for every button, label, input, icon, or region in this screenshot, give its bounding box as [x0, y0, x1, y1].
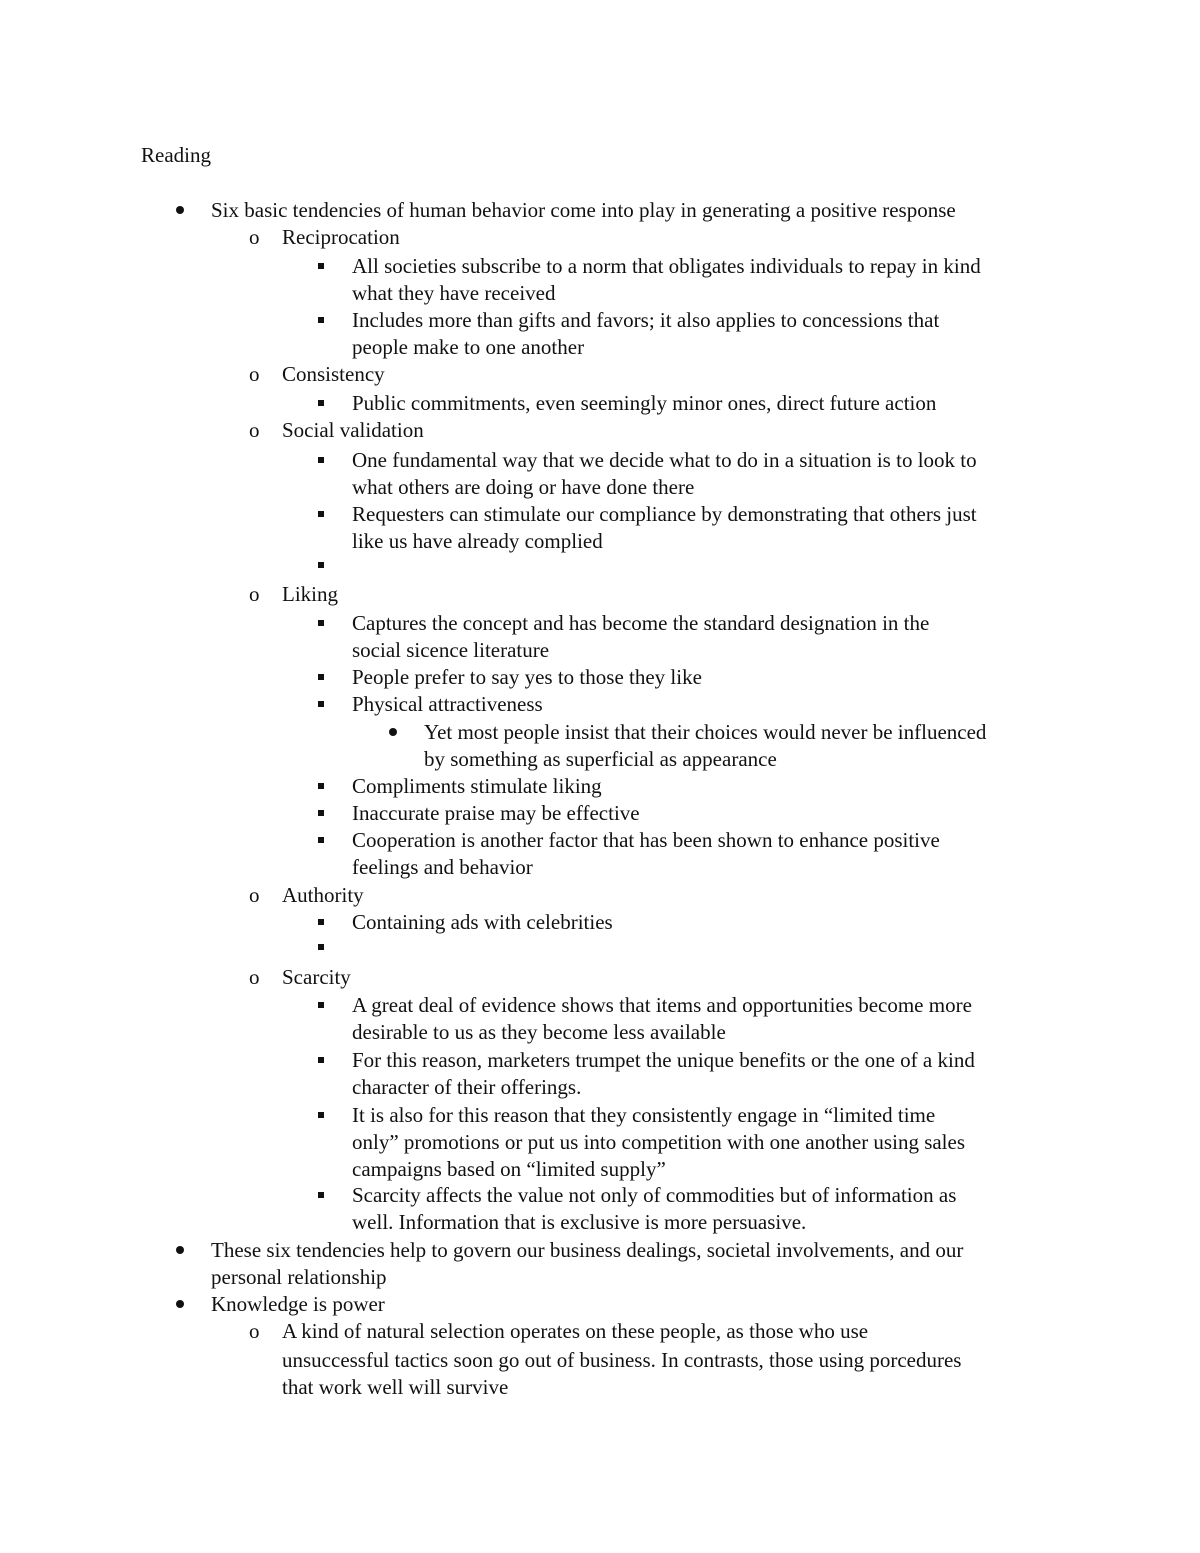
line-text: by something as superficial as appearance — [424, 747, 777, 771]
line-text: like us have already complied — [352, 529, 603, 553]
square-bullet-icon — [318, 317, 324, 323]
line-text: For this reason, marketers trumpet the unique benefits or the one of a kind — [352, 1048, 975, 1072]
square-bullet-icon — [318, 1002, 324, 1008]
line-text: only” promotions or put us into competition with one another using sales — [352, 1130, 966, 1154]
line-text: Knowledge is power — [211, 1292, 385, 1316]
line-text: people make to one another — [352, 335, 585, 359]
line-text: All societies subscribe to a norm that obligates individuals to repay in kind — [352, 254, 981, 278]
document-heading: Reading — [141, 143, 211, 167]
line-text: Cooperation is another factor that has been shown to enhance positive — [352, 828, 940, 852]
line-text: what they have received — [352, 281, 556, 305]
line-text: Compliments stimulate liking — [352, 774, 602, 798]
line-text: Liking — [282, 582, 338, 606]
line-text: Includes more than gifts and favors; it also applies to concessions that — [352, 308, 940, 332]
line-text: what others are doing or have done there — [352, 475, 695, 499]
line-text: These six tendencies help to govern our business dealings, societal involvements, and our — [211, 1238, 964, 1262]
line-text: personal relationship — [211, 1265, 387, 1289]
line-text: Physical attractiveness — [352, 692, 543, 716]
line-text: Requesters can stimulate our compliance by demonstrating that others just — [352, 502, 977, 526]
line-text: One fundamental way that we decide what to do in a situation is to look to — [352, 448, 977, 472]
square-bullet-icon — [318, 674, 324, 680]
hollow-bullet-icon: o — [249, 582, 260, 606]
square-bullet-icon — [318, 511, 324, 517]
line-text: Social validation — [282, 418, 424, 442]
hollow-bullet-icon: o — [249, 225, 260, 249]
hollow-bullet-icon: o — [249, 362, 260, 386]
line-text: Inaccurate praise may be effective — [352, 801, 640, 825]
square-bullet-icon — [318, 783, 324, 789]
square-bullet-icon — [318, 837, 324, 843]
line-text: that work well will survive — [282, 1375, 509, 1399]
square-bullet-icon — [318, 919, 324, 925]
round-bullet-icon — [176, 1246, 184, 1254]
line-text: Authority — [282, 883, 364, 907]
line-text: feelings and behavior — [352, 855, 533, 879]
line-text: Reciprocation — [282, 225, 400, 249]
hollow-bullet-icon: o — [249, 1319, 260, 1343]
line-text: well. Information that is exclusive is more persuasive. — [352, 1210, 807, 1234]
round-bullet-icon — [389, 728, 397, 736]
line-text: A great deal of evidence shows that items and opportunities become more — [352, 993, 972, 1017]
line-text: Containing ads with celebrities — [352, 910, 613, 934]
square-bullet-icon — [318, 620, 324, 626]
square-bullet-icon — [318, 944, 324, 950]
line-text: A kind of natural selection operates on these people, as those who use — [282, 1319, 869, 1343]
square-bullet-icon — [318, 1112, 324, 1118]
hollow-bullet-icon: o — [249, 883, 260, 907]
line-text: Scarcity affects the value not only of commodities but of information as — [352, 1183, 957, 1207]
square-bullet-icon — [318, 457, 324, 463]
square-bullet-icon — [318, 810, 324, 816]
line-text: unsuccessful tactics soon go out of business. In contrasts, those using porcedures — [282, 1348, 962, 1372]
square-bullet-icon — [318, 1192, 324, 1198]
hollow-bullet-icon: o — [249, 418, 260, 442]
line-text: campaigns based on “limited supply” — [352, 1157, 666, 1181]
hollow-bullet-icon: o — [249, 965, 260, 989]
line-text: Public commitments, even seemingly minor ones, direct future action — [352, 391, 937, 415]
square-bullet-icon — [318, 263, 324, 269]
square-bullet-icon — [318, 701, 324, 707]
line-text: character of their offerings. — [352, 1075, 582, 1099]
line-text: It is also for this reason that they consistently engage in “limited time — [352, 1103, 936, 1127]
line-text: desirable to us as they become less available — [352, 1020, 726, 1044]
square-bullet-icon — [318, 400, 324, 406]
line-text: Consistency — [282, 362, 385, 386]
square-bullet-icon — [318, 562, 324, 568]
line-text: Yet most people insist that their choices would never be influenced — [424, 720, 987, 744]
line-text: People prefer to say yes to those they like — [352, 665, 702, 689]
square-bullet-icon — [318, 1057, 324, 1063]
line-text: Scarcity — [282, 965, 351, 989]
line-text: social sicence literature — [352, 638, 550, 662]
round-bullet-icon — [176, 206, 184, 214]
line-text: Captures the concept and has become the standard designation in the — [352, 611, 930, 635]
line-text: Six basic tendencies of human behavior come into play in generating a positive response — [211, 198, 956, 222]
round-bullet-icon — [176, 1300, 184, 1308]
